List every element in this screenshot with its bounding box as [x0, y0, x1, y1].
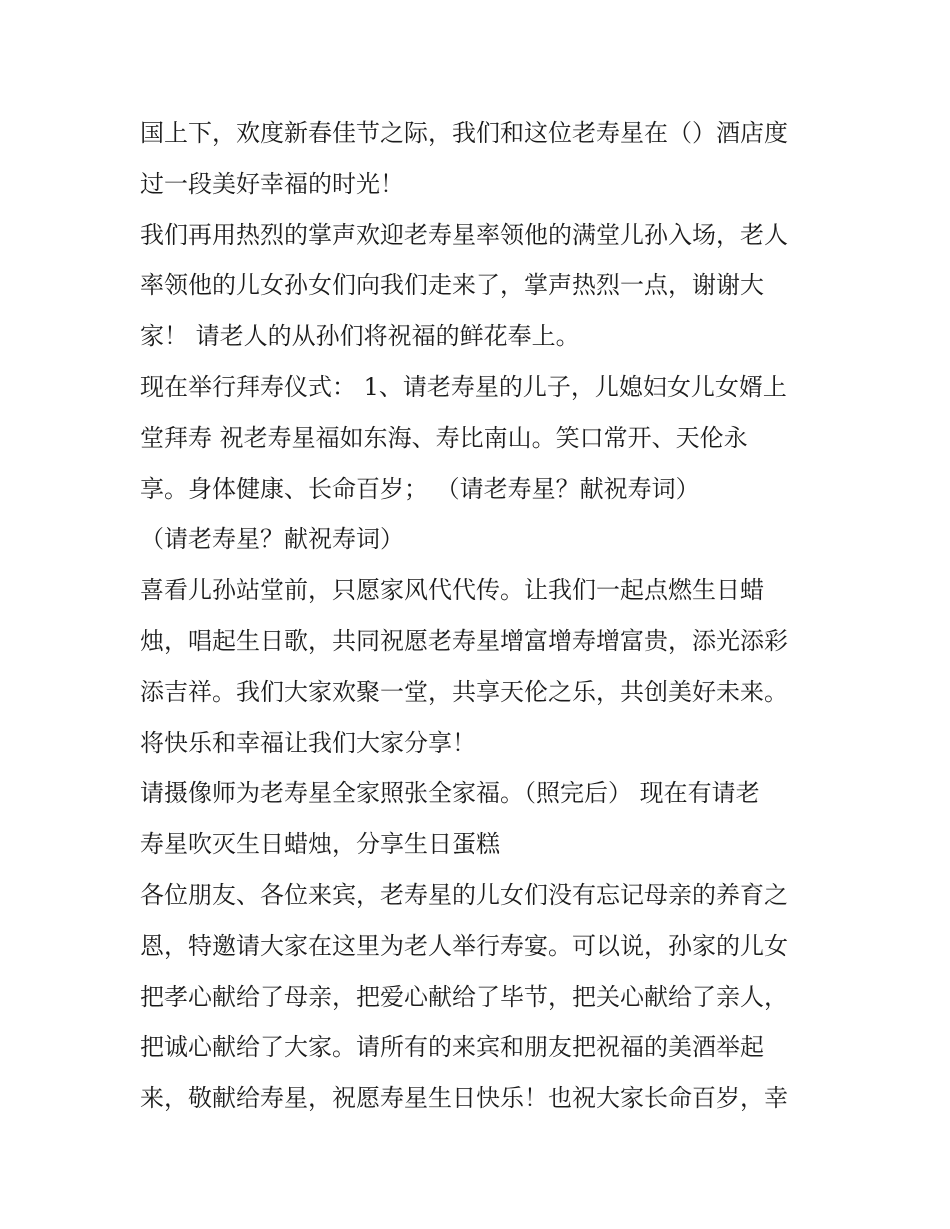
text-line: 添吉祥。我们大家欢聚一堂，共享天伦之乐，共创美好未来。 — [140, 677, 788, 706]
text-line: 各位朋友、各位来宾，老寿星的儿女们没有忘记母亲的养育之 — [140, 880, 788, 909]
text-line: 国上下，欢度新春佳节之际，我们和这位老寿星在（）酒店度 — [140, 119, 788, 147]
text-line: 把孝心献给了母亲，把爱心献给了毕节，把关心献给了亲人， — [140, 982, 788, 1011]
text-line: 享。身体健康、长命百岁； （请老寿星？献祝寿词） — [140, 474, 700, 503]
text-line: 过一段美好幸福的时光！ — [140, 169, 404, 198]
text-line: 把诚心献给了大家。请所有的来宾和朋友把祝福的美酒举起 — [140, 1033, 764, 1062]
text-line: 现在举行拜寿仪式： 1、请老寿星的儿子，儿媳妇女儿女婿上 — [140, 372, 787, 401]
text-line: 恩，特邀请大家在这里为老人举行寿宴。可以说，孙家的儿女 — [140, 931, 788, 960]
text-line: 率领他的儿女孙女们向我们走来了，掌声热烈一点，谢谢大 — [140, 271, 764, 300]
text-line: 烛，唱起生日歌，共同祝愿老寿星增富增寿增富贵，添光添彩 — [140, 626, 788, 655]
text-line: 我们再用热烈的掌声欢迎老寿星率领他的满堂儿孙入场，老人 — [140, 220, 788, 249]
document-body — [140, 108, 840, 1124]
text-line: 寿星吹灭生日蜡烛，分享生日蛋糕 — [140, 830, 500, 859]
text-line: 来，敬献给寿星，祝愿寿星生日快乐！也祝大家长命百岁，幸 — [140, 1084, 788, 1113]
text-line: 堂拜寿 祝老寿星福如东海、寿比南山。笑口常开、天伦永 — [140, 423, 748, 452]
text-line: 喜看儿孙站堂前，只愿家风代代传。让我们一起点燃生日蜡 — [140, 576, 764, 605]
text-line: 将快乐和幸福让我们大家分享！ — [140, 728, 476, 757]
text-line: 家！ 请老人的从孙们将祝福的鲜花奉上。 — [140, 322, 580, 351]
text-line: （请老寿星？献祝寿词） — [140, 525, 404, 554]
text-line: 请摄像师为老寿星全家照张全家福。（照完后） 现在有请老 — [140, 779, 760, 808]
